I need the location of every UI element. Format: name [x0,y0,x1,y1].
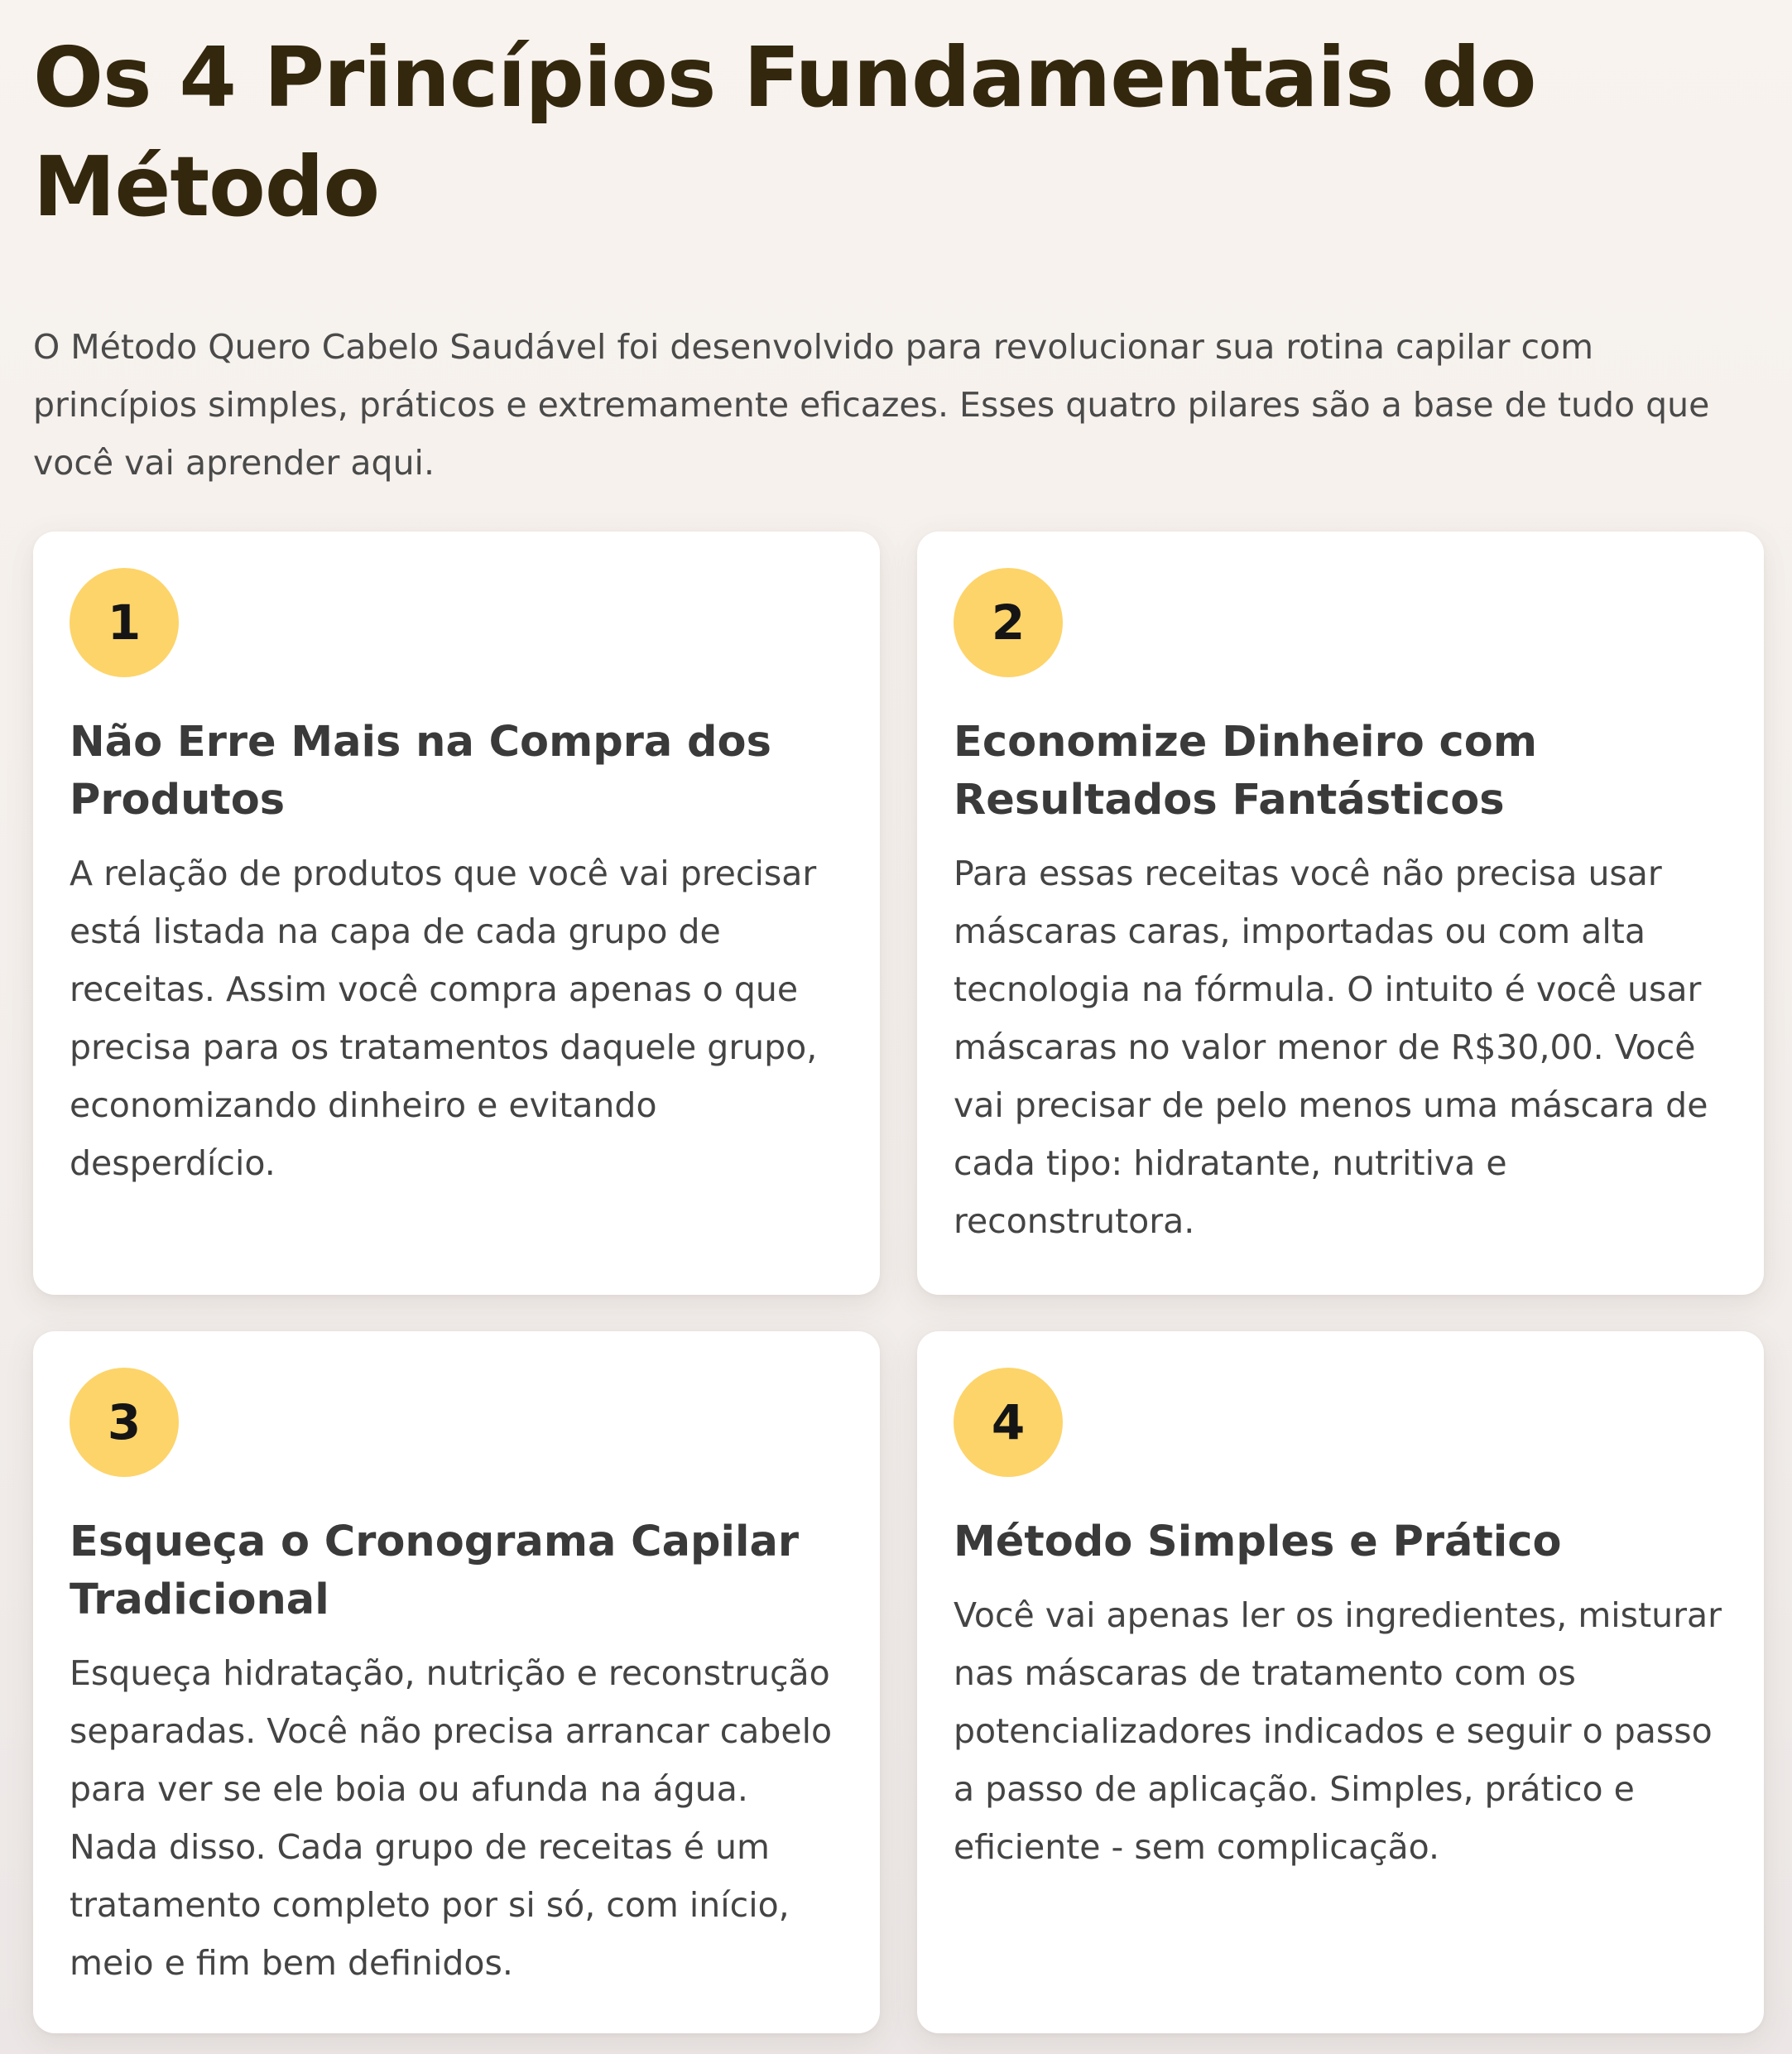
principle-title: Não Erre Mais na Compra dos Produtos [70,718,771,825]
page-title: Os 4 Princípios Fundamentais do Método [33,29,1536,235]
principle-number-badge: 4 [954,1368,1063,1477]
principle-description: A relação de produtos que você vai precisar está listada na capa de cada grupo de receitas. Assim você compra apenas o que precisa para os tratamentos daquele grupo, economizando dinheiro e evitando desperdício. [70,854,818,1183]
principle-description: Você vai apenas ler os ingredientes, misturar nas máscaras de tratamento com os potencializadores indicados e seguir o passo a passo de aplicação. Simples, prático e eficiente - sem complicação. [954,1595,1722,1867]
principle-title: Esqueça o Cronograma Capilar Tradicional [70,1518,800,1624]
principle-number-badge: 1 [70,568,179,677]
principle-number-badge: 2 [954,568,1063,677]
principle-title: Economize Dinheiro com Resultados Fantásticos [954,718,1537,825]
principle-number-badge: 3 [70,1368,179,1477]
principle-title: Método Simples e Prático [954,1518,1562,1566]
principle-card-4 [917,1331,1764,2033]
principle-card-3 [33,1331,880,2033]
page-content [33,0,1763,1983]
principle-description: Para essas receitas você não precisa usar máscaras caras, importadas ou com alta tecnologia na fórmula. O intuito é você usar máscaras no valor menor de R$30,00. Você vai precisar de pelo menos uma máscara de cada tipo: hidratante, nutritiva e reconstrutora. [954,854,1708,1241]
principle-description: Esqueça hidratação, nutrição e reconstrução separadas. Você não precisa arrancar cabelo para ver se ele boia ou afunda na água. Nada disso. Cada grupo de receitas é um tratamento completo por si só, com início, meio e fim bem definidos. [70,1653,833,1983]
principle-card-2 [917,532,1764,1295]
intro-paragraph: O Método Quero Cabelo Saudável foi desenvolvido para revolucionar sua rotina capilar com princípios simples, práticos e extremamente eficazes. Esses quatro pilares são a base de tudo que você vai aprender aqui. [33,327,1710,483]
principle-card-1 [33,532,880,1295]
